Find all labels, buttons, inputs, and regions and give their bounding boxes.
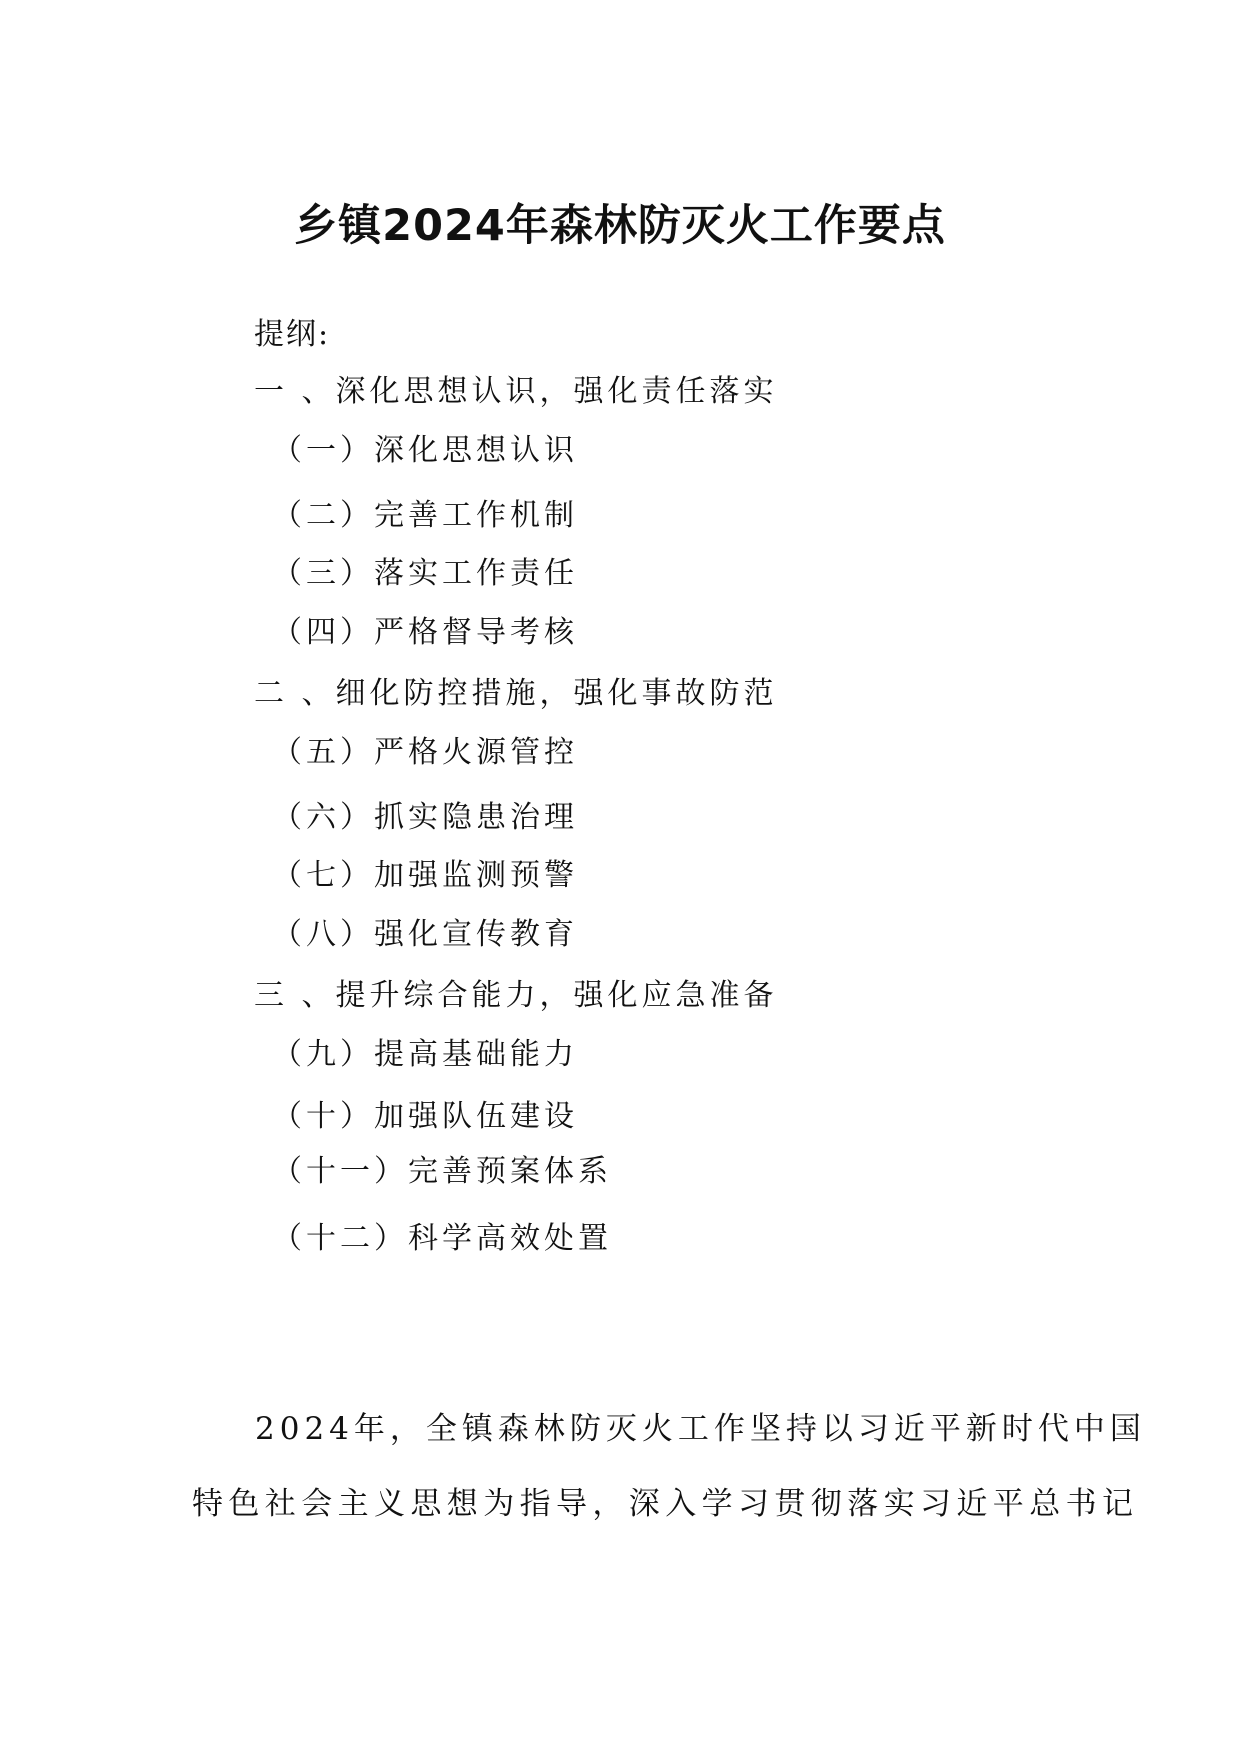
outline-item-7: （七）加强监测预警: [272, 858, 578, 893]
outline-item-1: （一）深化思想认识: [272, 433, 578, 468]
body-paragraph-line-1: 2024年，全镇森林防灭火工作坚持以习近平新时代中国: [255, 1411, 1146, 1447]
outline-item-11: （十一）完善预案体系: [272, 1154, 612, 1189]
outline-item-2: （二）完善工作机制: [272, 498, 578, 533]
outline-label: 提纲:: [254, 317, 331, 352]
outline-item-12: （十二）科学高效处置: [272, 1221, 612, 1256]
section-heading-2: 二 、细化防控措施，强化事故防范: [254, 676, 778, 711]
outline-item-3: （三）落实工作责任: [272, 556, 578, 591]
outline-item-10: （十）加强队伍建设: [272, 1099, 578, 1134]
section-heading-1: 一 、深化思想认识，强化责任落实: [254, 374, 778, 409]
document-title: 乡镇2024年森林防灭火工作要点: [294, 201, 946, 251]
outline-item-8: （八）强化宣传教育: [272, 917, 578, 952]
body-paragraph-line-2: 特色社会主义思想为指导，深入学习贯彻落实习近平总书记: [192, 1486, 1139, 1522]
outline-item-4: （四）严格督导考核: [272, 615, 578, 650]
outline-item-5: （五）严格火源管控: [272, 735, 578, 770]
outline-item-9: （九）提高基础能力: [272, 1037, 578, 1072]
outline-item-6: （六）抓实隐患治理: [272, 800, 578, 835]
section-heading-3: 三 、提升综合能力，强化应急准备: [254, 978, 778, 1013]
